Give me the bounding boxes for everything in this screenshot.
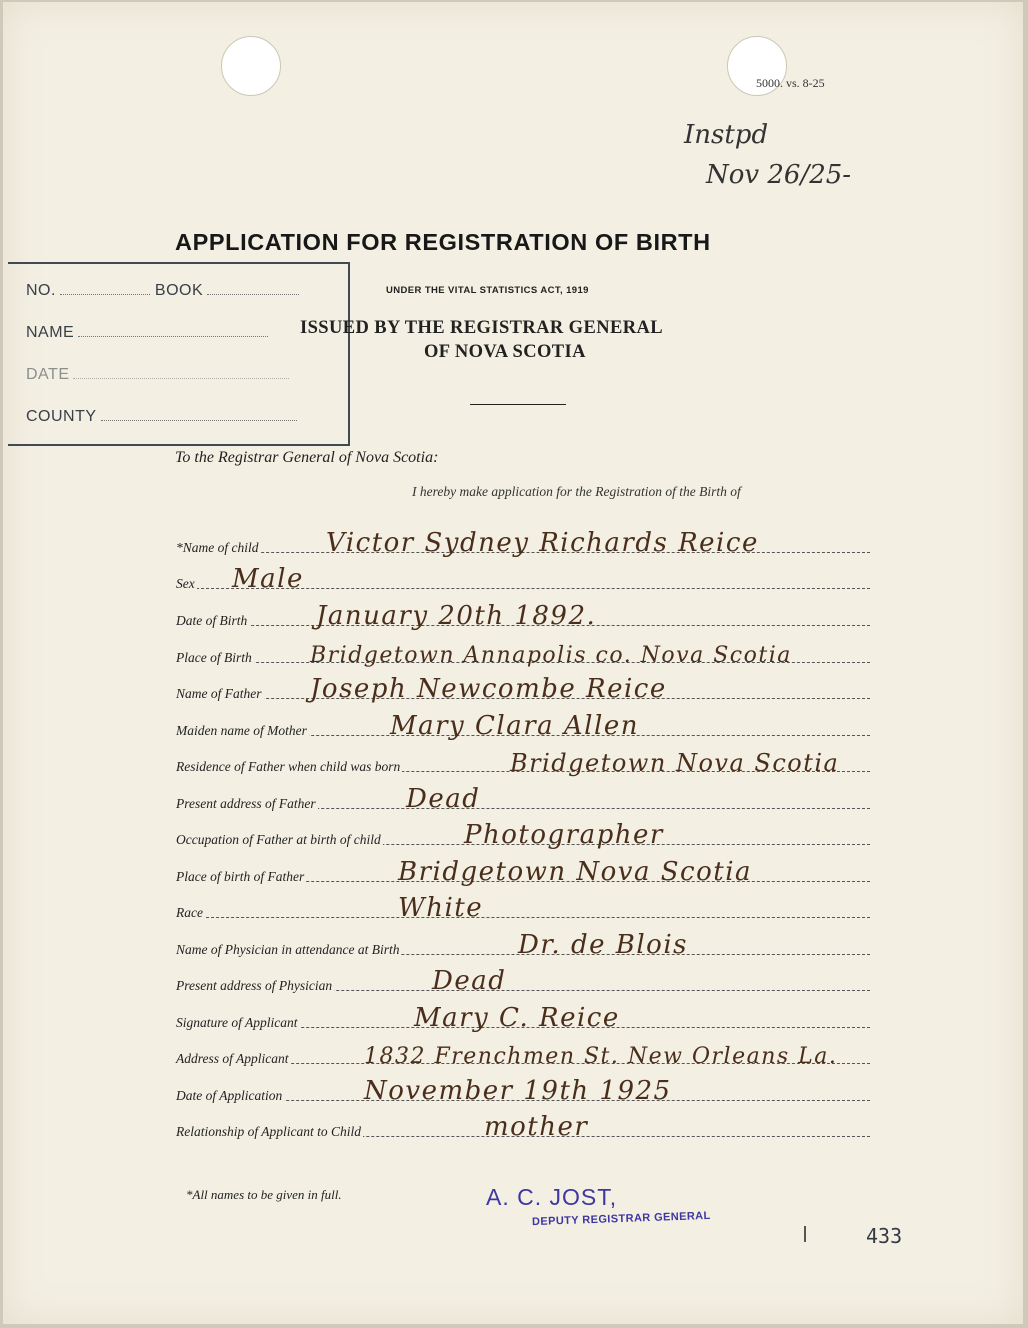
handwritten-value: Bridgetown Annapolis co. Nova Scotia: [310, 643, 792, 668]
field-label: Name of Father: [176, 686, 262, 701]
field-signature-of-applicant: [176, 1005, 870, 1031]
handwritten-value: Mary Clara Allen: [390, 711, 639, 741]
field-name-of-father: [176, 676, 870, 702]
title-divider: [470, 404, 566, 405]
salutation: To the Registrar General of Nova Scotia:: [175, 449, 439, 466]
stamp-no-label: NO.: [26, 282, 56, 299]
field-maiden-name-of-mother: [176, 713, 870, 739]
field-relationship-of-applicant: [176, 1114, 870, 1140]
field-occupation-of-father: [176, 822, 870, 848]
handwritten-value: White: [398, 893, 484, 923]
field-label: Sex: [176, 576, 195, 591]
handwritten-value: Bridgetown Nova Scotia: [398, 857, 753, 887]
stamp-date-label: DATE: [26, 366, 70, 383]
fill-line: [176, 917, 870, 918]
punch-hole-left: [221, 36, 281, 96]
stamp-book-label: BOOK: [154, 282, 204, 299]
form-number: 5000. vs. 8-25: [756, 76, 825, 90]
field-race: [176, 895, 870, 921]
page-number: 433: [866, 1224, 903, 1248]
field-label: Place of Birth: [176, 650, 252, 665]
field-label: Name of Physician in attendance at Birth: [176, 942, 400, 957]
field-label: Place of birth of Father: [176, 869, 305, 884]
tick-mark: [804, 1226, 806, 1242]
field-date-of-birth: [176, 603, 870, 629]
handwritten-value: Bridgetown Nova Scotia: [510, 749, 840, 777]
handwritten-value: January 20th 1892.: [316, 601, 597, 631]
field-label: Date of Application: [176, 1088, 283, 1103]
pencil-note-line2: Nov 26/25-: [706, 160, 852, 190]
field-label: *Name of child: [176, 540, 259, 555]
registry-stamp-box: [8, 262, 350, 446]
signature-stamp-name: A. C. JOST,: [486, 1184, 618, 1210]
handwritten-value: Dead: [432, 966, 507, 996]
field-label: Relationship of Applicant to Child: [176, 1124, 361, 1139]
handwritten-value: mother: [484, 1112, 589, 1142]
field-label: Residence of Father when child was born: [176, 759, 401, 774]
stamp-book-dots: [207, 294, 299, 295]
handwritten-value: Victor Sydney Richards Reice: [326, 528, 759, 558]
field-name-of-child: [176, 530, 870, 556]
handwritten-value: November 19th 1925: [364, 1076, 672, 1106]
issued-by-line2: OF NOVA SCOTIA: [424, 342, 586, 362]
handwritten-value: Joseph Newcombe Reice: [310, 674, 667, 704]
field-label: Present address of Father: [176, 796, 316, 811]
handwritten-value: Dead: [406, 784, 481, 814]
handwritten-value: Mary C. Reice: [414, 1003, 620, 1033]
form-subtitle: UNDER THE VITAL STATISTICS ACT, 1919: [386, 285, 589, 296]
field-label: Present address of Physician: [176, 978, 333, 993]
form-title: APPLICATION FOR REGISTRATION OF BIRTH: [175, 229, 711, 255]
field-address-of-applicant: [176, 1041, 870, 1067]
footnote: *All names to be given in full.: [186, 1187, 342, 1202]
handwritten-value: 1832 Frenchmen St. New Orleans La.: [364, 1044, 838, 1069]
stamp-row-no-book: [26, 282, 299, 300]
field-present-address-of-physician: [176, 968, 870, 994]
stamp-name-label: NAME: [26, 324, 75, 341]
handwritten-value: Male: [232, 564, 304, 594]
stamp-row-date: [26, 366, 289, 384]
field-name-of-physician: [176, 932, 870, 958]
stamp-date-dots: [73, 378, 289, 379]
field-label: Signature of Applicant: [176, 1015, 298, 1030]
field-label: Address of Applicant: [176, 1051, 289, 1066]
field-sex: [176, 566, 870, 592]
field-label: Race: [176, 905, 203, 920]
field-label: Date of Birth: [176, 613, 248, 628]
issued-by-line1: ISSUED BY THE REGISTRAR GENERAL: [300, 318, 663, 338]
field-place-of-birth-of-father: [176, 859, 870, 885]
signature-stamp-title: DEPUTY REGISTRAR GENERAL: [531, 1209, 711, 1229]
intro-statement: I hereby make application for the Registration of the Birth of: [412, 484, 741, 499]
stamp-county-dots: [101, 420, 297, 421]
field-residence-of-father: [176, 749, 870, 775]
stamp-name-dots: [78, 336, 268, 337]
field-label: Maiden name of Mother: [176, 723, 307, 738]
field-present-address-of-father: [176, 786, 870, 812]
pencil-note-line1: Instpd: [684, 120, 769, 150]
field-place-of-birth: [176, 640, 870, 666]
stamp-county-label: COUNTY: [26, 408, 97, 425]
handwritten-value: Photographer: [464, 820, 664, 850]
stamp-row-name: [26, 324, 268, 342]
stamp-row-county: [26, 408, 297, 426]
handwritten-value: Dr. de Blois: [518, 930, 688, 960]
field-date-of-application: [176, 1078, 870, 1104]
stamp-no-dots: [60, 294, 150, 295]
field-label: Occupation of Father at birth of child: [176, 832, 381, 847]
